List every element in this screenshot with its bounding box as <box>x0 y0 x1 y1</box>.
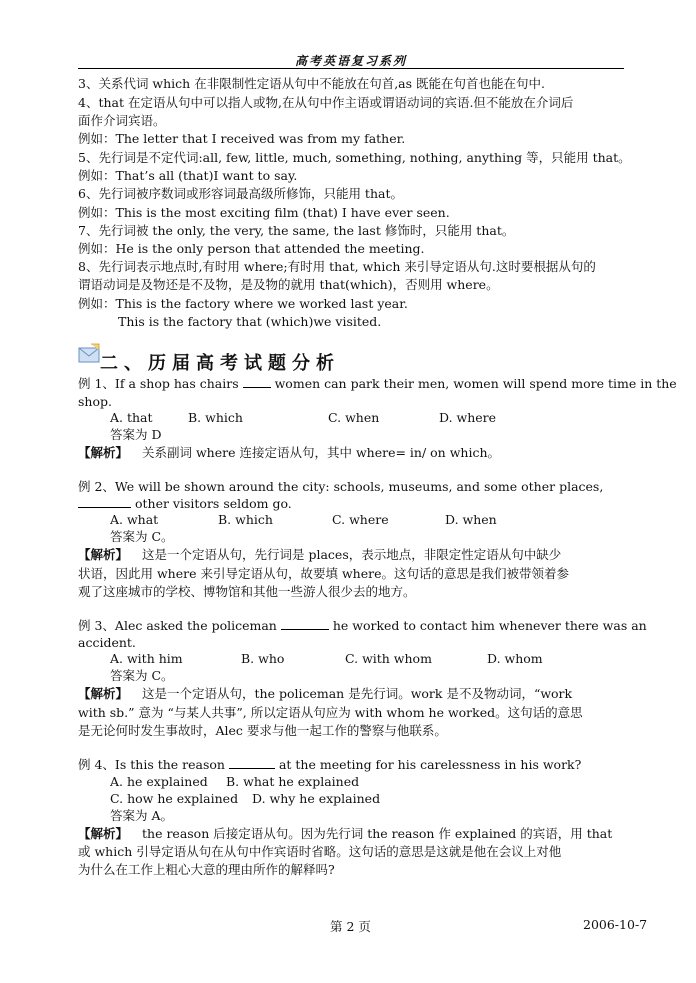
q2-option-c: C. where <box>332 512 389 527</box>
q2-stem-b: other visitors seldom go. <box>134 496 292 511</box>
q1-analysis <box>78 445 500 461</box>
rule-6: 6、先行词被序数词或形容词最高级所修饰，只能用 that。 <box>78 186 403 201</box>
q3-answer: 答案为 C。 <box>110 668 174 683</box>
q2-analysis-text-2: 状语，因此用 where 来引导定语从句，故要填 where。这句话的意思是我们被带领着参 <box>78 566 569 581</box>
q1-options <box>110 410 496 426</box>
q3-options <box>110 651 543 667</box>
q4-analysis-text-2: 或 which 引导定语从句在从句中作宾语时省略。这句话的意思是这就是他在会议上对他 <box>78 844 562 859</box>
q3-analysis-label: 【解析】 <box>78 686 129 701</box>
rule-4-example: 例如：The letter that I received was from my father. <box>78 131 406 146</box>
rule-8-cont: 谓语动词是及物还是不及物，是及物的就用 that(which)，否则用 where。 <box>78 277 499 292</box>
q4-analysis-text-3: 为什么在工作上粗心大意的理由所作的解释吗? <box>78 862 335 877</box>
rule-8-example-2: This is the factory that (which)we visited. <box>118 314 382 329</box>
section-title: 二、历届高考试题分析 <box>100 353 340 374</box>
q2-stem-a: 例 2、We will be shown around the city: schools, museums, and some other places, <box>78 479 604 494</box>
q2-options <box>110 512 497 528</box>
q1-option-d: D. where <box>439 410 497 425</box>
q4-options-row2 <box>110 791 380 807</box>
q3-stem-c: accident. <box>78 635 136 650</box>
footer-date: 2006-10-7 <box>583 917 648 932</box>
q3-analysis-text-2: with sb.” 意为 “与某人共事”, 所以定语从句应为 with whom he worked。这句话的意思 <box>78 705 583 720</box>
rule-4: 4、that 在定语从句中可以指人或物,在从句中作主语或谓语动词的宾语.但不能放在介词后 <box>78 95 574 110</box>
q2-option-d: D. when <box>445 512 497 527</box>
q2-analysis-text-1: 这是一个定语从句，先行词是 places，表示地点，非限定性定语从句中缺少 <box>142 547 562 562</box>
q3-option-b: B. who <box>241 651 285 666</box>
q4-analysis-text-1: the reason 后接定语从句。因为先行词 the reason 作 explained 的宾语，用 that <box>142 826 613 841</box>
q2-analysis-text-3: 观了这座城市的学校、博物馆和其他一些游人很少去的地方。 <box>78 584 416 599</box>
q4-analysis-line1 <box>78 826 612 842</box>
q2-analysis-line1 <box>78 547 561 563</box>
q1-stem-b: women can park their men, women will spend more time in the <box>274 376 677 391</box>
q4-options-row1 <box>110 774 359 790</box>
q2-stem-line2 <box>78 496 292 512</box>
q1-analysis-label: 【解析】 <box>78 445 129 460</box>
rule-7: 7、先行词被 the only, the very, the same, the last 修饰时，只能用 that。 <box>78 223 515 238</box>
q4-answer: 答案为 A。 <box>110 808 174 823</box>
q3-option-c: C. with whom <box>345 651 432 666</box>
rule-3: 3、关系代词 which 在非限制性定语从句中不能放在句首,as 既能在句首也能在句中. <box>78 76 545 91</box>
rule-7-example: 例如：He is the only person that attended the meeting. <box>78 241 425 256</box>
q4-stem <box>78 757 581 773</box>
rule-8-example-1: 例如：This is the factory where we worked last year. <box>78 296 408 311</box>
q1-analysis-text: 关系副词 where 连接定语从句，其中 where= in/ on which。 <box>142 445 500 460</box>
q4-blank <box>229 757 275 769</box>
header-rule <box>78 68 624 69</box>
q3-option-a: A. with him <box>110 651 183 666</box>
rule-8: 8、先行词表示地点时,有时用 where;有时用 that, which 来引导定语从句.这时要根据从句的 <box>78 259 596 274</box>
q4-option-d: D. why he explained <box>252 791 381 806</box>
q2-option-b: B. which <box>218 512 273 527</box>
q2-answer: 答案为 C。 <box>110 529 174 544</box>
q3-stem-b: he worked to contact him whenever there was an <box>332 618 647 633</box>
q1-option-c: C. when <box>328 410 380 425</box>
q3-option-d: D. whom <box>487 651 543 666</box>
rule-6-example: 例如：This is the most exciting film (that) I have ever seen. <box>78 205 450 220</box>
q1-option-a: A. that <box>110 410 153 425</box>
q1-stem-a: 例 1、If a shop has chairs <box>78 376 239 391</box>
q3-blank <box>281 618 329 630</box>
rule-5: 5、先行词是不定代词:all, few, little, much, something, nothing, anything 等，只能用 that。 <box>78 150 631 165</box>
q3-analysis-line1 <box>78 686 572 702</box>
rule-5-example: 例如：That’s all (that)I want to say. <box>78 168 298 183</box>
q4-stem-a: 例 4、Is this the reason <box>78 757 225 772</box>
q3-analysis-text-1: 这是一个定语从句，the policeman 是先行词。work 是不及物动词，“work <box>142 686 573 701</box>
q2-option-a: A. what <box>110 512 159 527</box>
q1-stem <box>78 376 677 392</box>
page-header-title: 高考英语复习系列 <box>294 54 407 68</box>
q4-analysis-label: 【解析】 <box>78 826 129 841</box>
q3-stem-a: 例 3、Alec asked the policeman <box>78 618 277 633</box>
q2-analysis-label: 【解析】 <box>78 547 129 562</box>
q4-stem-b: at the meeting for his carelessness in his work? <box>278 757 582 772</box>
q1-answer: 答案为 D <box>110 427 162 442</box>
q4-option-a: A. he explained <box>110 774 208 789</box>
q4-option-c: C. how he explained <box>110 791 239 806</box>
q3-stem <box>78 618 647 634</box>
q1-stem-c: shop. <box>78 394 112 409</box>
q1-blank <box>243 376 271 388</box>
q4-option-b: B. what he explained <box>226 774 360 789</box>
q3-analysis-text-3: 是无论何时发生事故时，Alec 要求与他一起工作的警察与他联系。 <box>78 723 447 738</box>
page-number: 第 2 页 <box>330 919 371 934</box>
q1-option-b: B. which <box>188 410 243 425</box>
rule-4-cont: 面作介词宾语。 <box>78 113 166 128</box>
q2-blank <box>78 496 131 508</box>
envelope-icon <box>77 342 101 366</box>
